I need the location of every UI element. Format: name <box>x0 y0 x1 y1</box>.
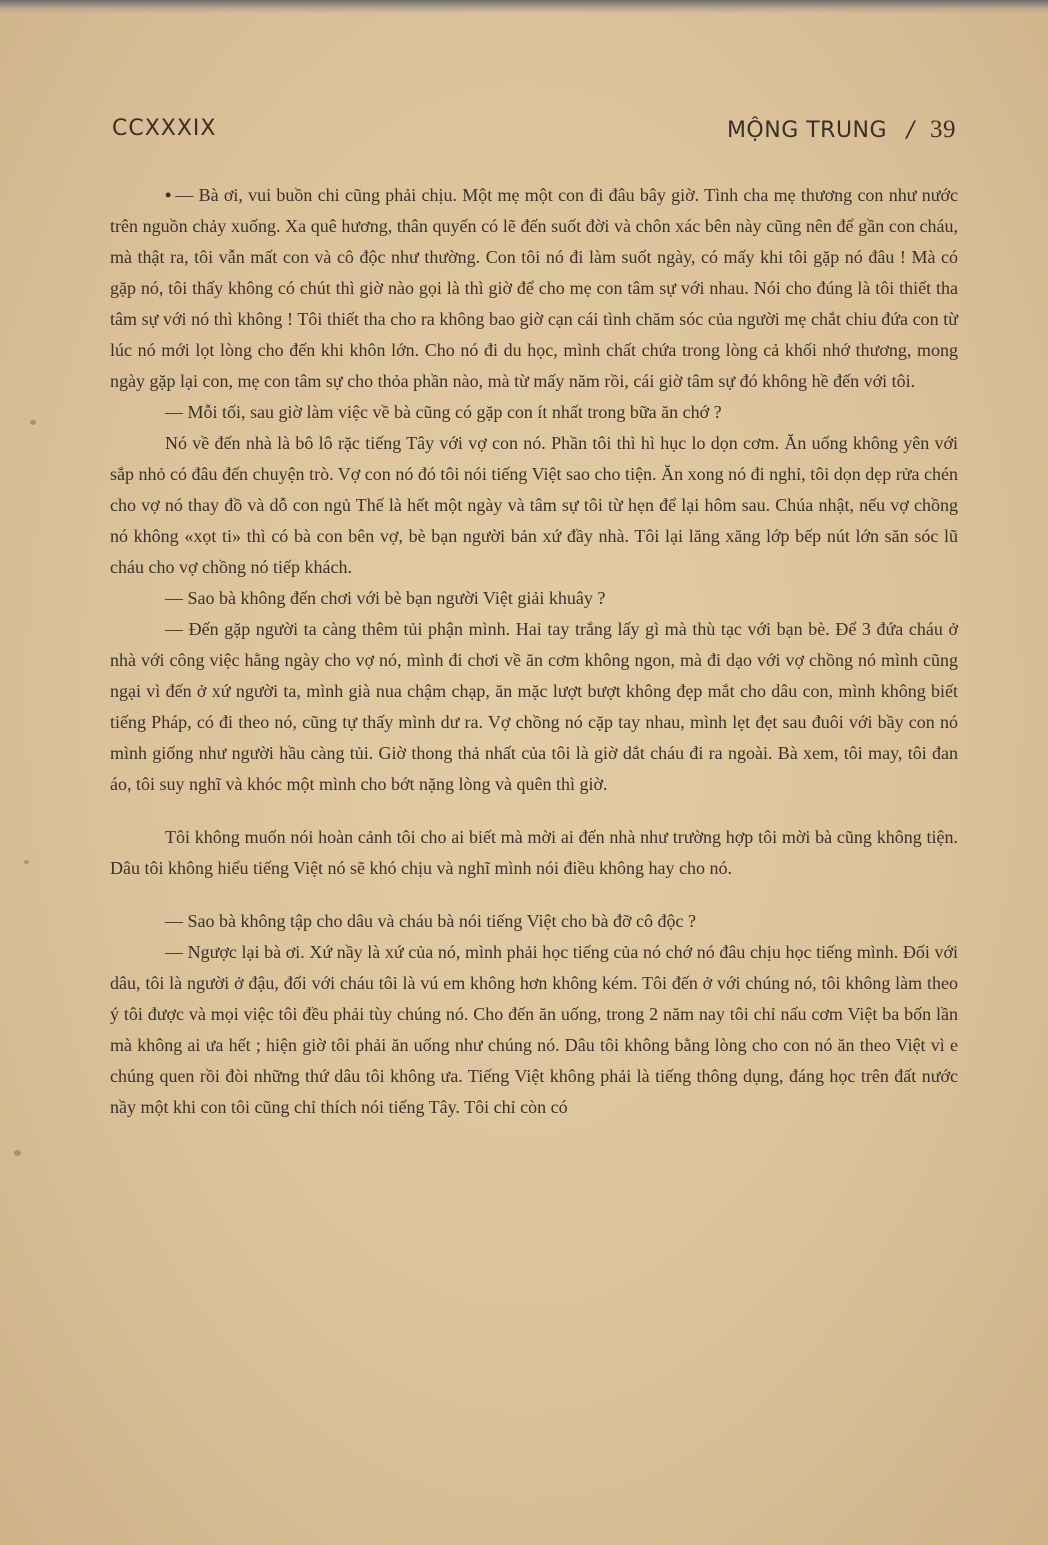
bullet-mark: • <box>165 185 172 205</box>
page-top-edge <box>0 0 1048 14</box>
paper-speck <box>14 1150 21 1156</box>
paragraph: — Đến gặp người ta càng thêm tủi phận mình. Hai tay trắng lấy gì mà thù tạc với bạn bè. Để 3 đứa cháu ở nhà với công việc hằng ngày cho vợ nó, mình đi chơi về ăn cơm không ngon, mà đi dạo với vợ chồng nó mình cũng ngại vì đến ở xứ người ta, mình già nua chậm chạp, ăn mặc lượt bượt không đẹp mắt cho dâu con, mình không biết tiếng Pháp, có đi theo nó, cũng tự thấy mình dư ra. Vợ chồng nó cặp tay nhau, mình lẹt đẹt sau đuôi với bầy con nó mình giống như người hầu càng tủi. Giờ thong thả nhất của tôi là giờ dắt cháu đi ra ngoài. Bà xem, tôi may, tôi đan áo, tôi suy nghĩ và khóc một mình cho bớt nặng lòng và quên thì giờ. <box>110 619 958 794</box>
paragraph: — Ngược lại bà ơi. Xứ nầy là xứ của nó, mình phải học tiếng của nó chớ nó đâu chịu học tiếng mình. Đối với dâu, tôi là người ở đậu, đối với cháu tôi là vú em không hơn không kém. Tôi đến ở với chúng nó, tôi không làm theo ý tôi được và mọi việc tôi đều phải tùy chúng nó. Cho đến ăn uống, trong 2 năm nay tôi chỉ nấu cơm Việt ba bốn lần mà không ai ưa hết ; hiện giờ tôi phải ăn uống như chúng nó. Dâu tôi không bằng lòng cho con nó ăn theo Việt vì e chúng quen rồi đòi những thứ dâu tôi không ưa. Tiếng Việt không phải là tiếng thông dụng, đáng học trên đất nước nầy một khi con tôi cũng chỉ thích nói tiếng Tây. Tôi chỉ còn có <box>110 942 958 1117</box>
paragraph: — Sao bà không tập cho dâu và cháu bà nói tiếng Việt cho bà đỡ cô độc ? <box>165 911 696 931</box>
paragraph: Nó về đến nhà là bô lô rặc tiếng Tây với vợ con nó. Phần tôi thì hì hục lo dọn cơm. Ăn uống không yên với sắp nhỏ có đâu đến chuyện trò. Vợ con nó đó tôi nói tiếng Việt sao cho tiện. Ăn xong nó đi nghỉ, tôi dọn dẹp rửa chén cho vợ nó thay đồ và dỗ con ngủ Thế là hết một ngày và tâm sự tôi từ hẹn để lại hôm sau. Chúa nhật, nếu vợ chồng nó không «xọt ti» thì có bà con bên vợ, bè bạn người bản xứ đầy nhà. Tôi lại lăng xăng lớp bếp nút lớn săn sóc lũ cháu cho vợ chồng nó tiếp khách. <box>110 433 958 577</box>
paragraph: — Mỗi tối, sau giờ làm việc về bà cũng có gặp con ít nhất trong bữa ăn chớ ? <box>165 402 722 422</box>
book-title: MỘNG TRUNG <box>726 118 888 143</box>
chapter-number: CCXXXIX <box>112 116 217 141</box>
paragraph: Tôi không muốn nói hoàn cảnh tôi cho ai biết mà mời ai đến nhà như trường hợp tôi mời bà cũng không tiện. Dâu tôi không hiểu tiếng Việt nó sẽ khó chịu và nghĩ mình nói điều không hay cho nó. <box>110 827 958 878</box>
body-text <box>110 180 958 1123</box>
page-number: 39 <box>930 116 956 143</box>
header-title-group <box>727 116 956 144</box>
running-header <box>112 116 956 150</box>
paragraph: — Sao bà không đến chơi với bè bạn người Việt giải khuây ? <box>165 588 606 608</box>
header-separator: / <box>906 118 915 143</box>
paragraph: • — Bà ơi, vui buồn chi cũng phải chịu. Một mẹ một con đi đâu bây giờ. Tình cha mẹ thương con như nước trên nguồn chảy xuống. Xa quê hương, thân quyến có lẽ đến suốt đời và chôn xác bên này cũng nên để gần con cháu, mà thật ra, tôi vẫn mất con và cô độc như thường. Con tôi nó đi làm suốt ngày, có mấy khi tôi gặp nó đâu ! Mà có gặp nó, tôi thấy không có chút thì giờ nào gọi là thì giờ để cho mẹ con tâm sự với nhau. Nói cho đúng là tôi thiết tha tâm sự với nó thì không ! Tôi thiết tha cho ra không bao giờ cạn cái tình chăm sóc của người mẹ chắt chiu đứa con từ lúc nó mới lọt lòng cho đến khi khôn lớn. Cho nó đi du học, mình chất chứa trong lòng cả khối nhớ thương, mong ngày gặp lại con, mẹ con tâm sự cho thỏa phần nào, mà từ mấy năm rồi, cái giờ tâm sự đó không hề đến với tôi. <box>110 185 958 391</box>
paper-speck <box>24 860 29 864</box>
paper-speck <box>30 420 36 425</box>
